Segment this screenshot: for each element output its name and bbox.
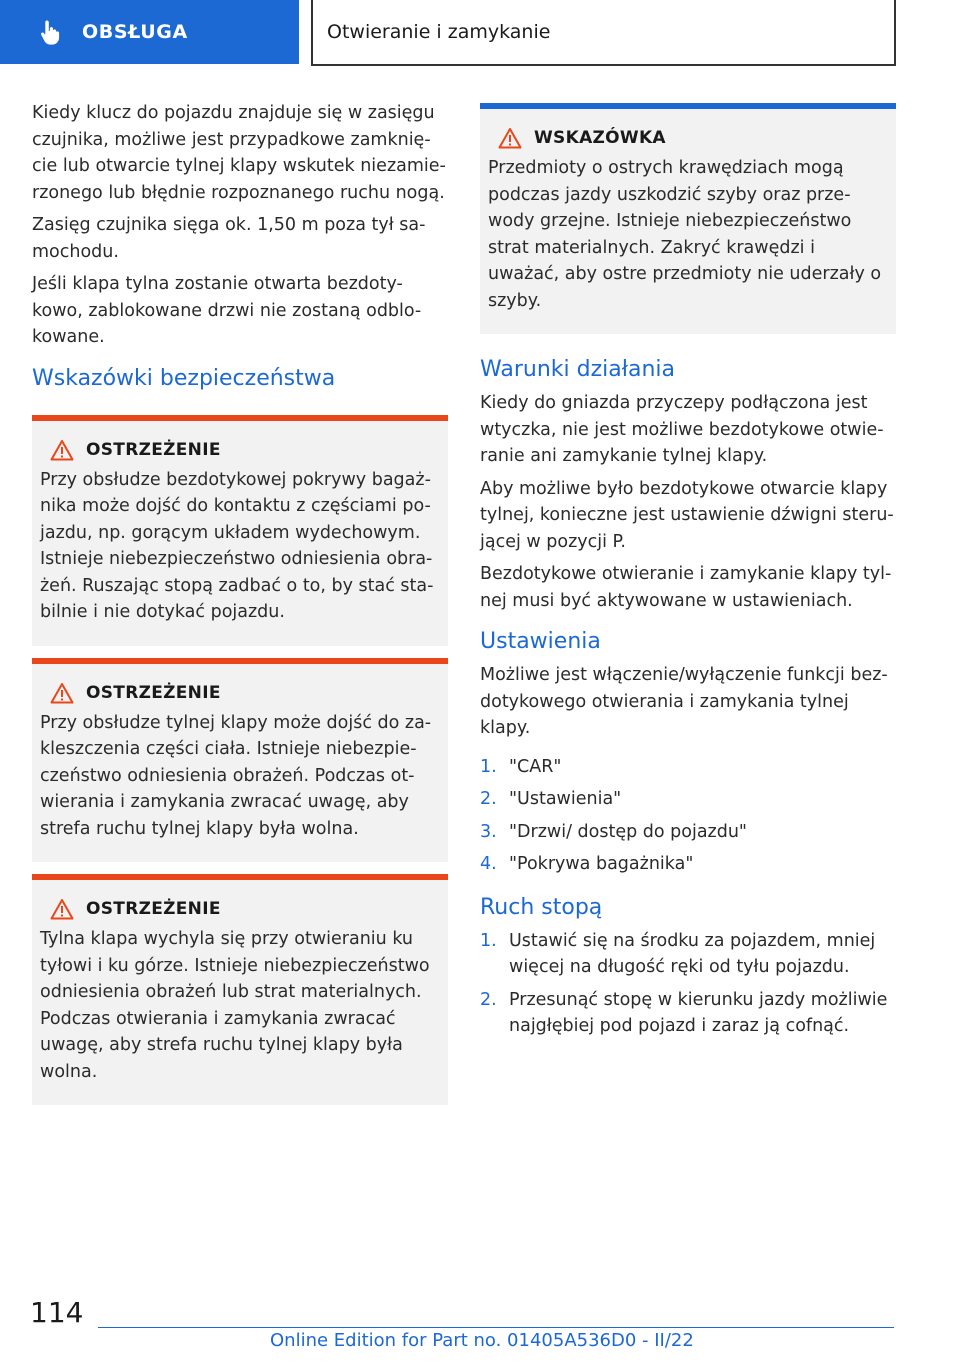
conditions-heading: Warunki działania <box>480 357 675 382</box>
list-item: 3. "Drzwi/ dostęp do pojazdu" <box>480 821 747 842</box>
foot-motion-steps <box>480 928 896 1040</box>
list-item: 4. "Pokrywa bagażnika" <box>480 854 694 874</box>
warning-text: Tylna klapa wychyla się przy otwieraniu ku tyłowi i ku górze. Istnieje niebezpieczeństwo odniesienia obrażeń lub strat materialnych. Podczas otwierania i zamykania zwracać uwagę, aby strefa ruchu tylnej klapy była wolna. <box>40 929 430 1082</box>
section-label: OBSŁUGA <box>82 21 188 43</box>
list-item: 1. "CAR" <box>480 756 562 777</box>
warning-triangle-icon <box>50 898 74 920</box>
intro-paragraph-2: Zasięg czujnika sięga ok. 1,50 m poza tył sa- mochodu. <box>32 215 426 262</box>
page-number: 114 <box>30 1296 84 1329</box>
section-tab <box>0 0 299 64</box>
warning-title: OSTRZEŻENIE <box>86 682 221 703</box>
settings-heading: Ustawienia <box>480 629 601 654</box>
notice-title: WSKAZÓWKA <box>534 128 666 148</box>
warning-text: Przy obsłudze tylnej klapy może dojść do za- kleszczenia części ciała. Istnieje niebezpie- czeństwo odniesienia obrażeń. Podczas ot- wierania i zamykania zwracać uwagę, aby strefa ruchu tylnej klapy była wolna. <box>40 712 432 839</box>
conditions-paragraph-2: Aby możliwe było bezdotykowe otwarcie klapy tylnej, konieczne jest ustawienie dźwigni steru- jącej w pozycji P. <box>480 478 894 552</box>
warning-box-3 <box>32 874 448 1105</box>
list-item: 1. Ustawić się na środku za pojazdem, mniej więcej na długość ręki od tyłu pojazdu. <box>480 930 876 977</box>
settings-steps <box>480 754 896 878</box>
warning-triangle-icon <box>498 127 522 149</box>
foot-motion-heading: Ruch stopą <box>480 894 603 920</box>
page-header <box>0 0 960 66</box>
warning-triangle-icon <box>50 439 74 461</box>
intro-paragraph-3: Jeśli klapa tylna zostanie otwarta bezdoty- kowo, zablokowane drzwi nie zostaną odblo- kowane. <box>32 274 422 347</box>
notice-text: Przedmioty o ostrych krawędziach mogą podczas jazdy uszkodzić szyby oraz prze- wody grzejne. Istnieje niebezpieczeństwo strat materialnych. Zakryć krawędzi i uważać, aby ostre przedmioty nie uderzały o szyby. <box>488 158 882 311</box>
footer-divider <box>98 1327 894 1328</box>
warning-text: Przy obsłudze bezdotykowej pokrywy bagaż- nika może dojść do kontaktu z częściami po- jazdu, np. gorącym układem wydechowym. Istnieje niebezpieczeństwo odniesienia obra- żeń. Ruszając stopą zadbać o to, by stać sta- bilnie i nie dotykać pojazdu. <box>40 469 434 622</box>
conditions-paragraph-1: Kiedy do gniazda przyczepy podłączona jest wtyczka, nie jest możliwe bezdotykowe otwie- ranie ani zamykanie tylnej klapy. <box>480 393 884 466</box>
warning-box-2 <box>32 658 448 863</box>
warning-title: OSTRZEŻENIE <box>86 899 221 919</box>
topic-title: Otwieranie i zamykanie <box>327 21 551 43</box>
topic-title-box <box>311 0 896 66</box>
warning-box-1 <box>32 415 448 646</box>
right-column <box>480 103 896 1046</box>
edition-text: Online Edition for Part no. 01405A536D0 - II/22 <box>270 1330 694 1351</box>
settings-paragraph: Możliwe jest włączenie/wyłączenie funkcji bez- dotykowego otwierania i zamykania tylnej klapy. <box>480 665 888 738</box>
left-column <box>32 100 448 1105</box>
warning-triangle-icon <box>50 682 74 704</box>
hand-pointer-icon <box>40 19 64 45</box>
safety-heading: Wskazówki bezpieczeństwa <box>32 365 336 391</box>
warning-title: OSTRZEŻENIE <box>86 439 221 460</box>
intro-paragraph-1: Kiedy klucz do pojazdu znajduje się w zasięgu czujnika, możliwe jest przypadkowe zamknię- cie lub otwarcie tylnej klapy wskutek niezamie- rzonego lub błędnie rozpoznanego ruchu nogą. <box>32 103 446 203</box>
notice-box <box>480 103 896 334</box>
conditions-paragraph-3: Bezdotykowe otwieranie i zamykanie klapy tyl- nej musi być aktywowane w ustawieniach. <box>480 564 892 611</box>
list-item: 2. "Ustawienia" <box>480 789 622 809</box>
list-item: 2. Przesunąć stopę w kierunku jazdy możliwie najgłębiej pod pojazd i zaraz ją cofnąć. <box>480 989 888 1036</box>
